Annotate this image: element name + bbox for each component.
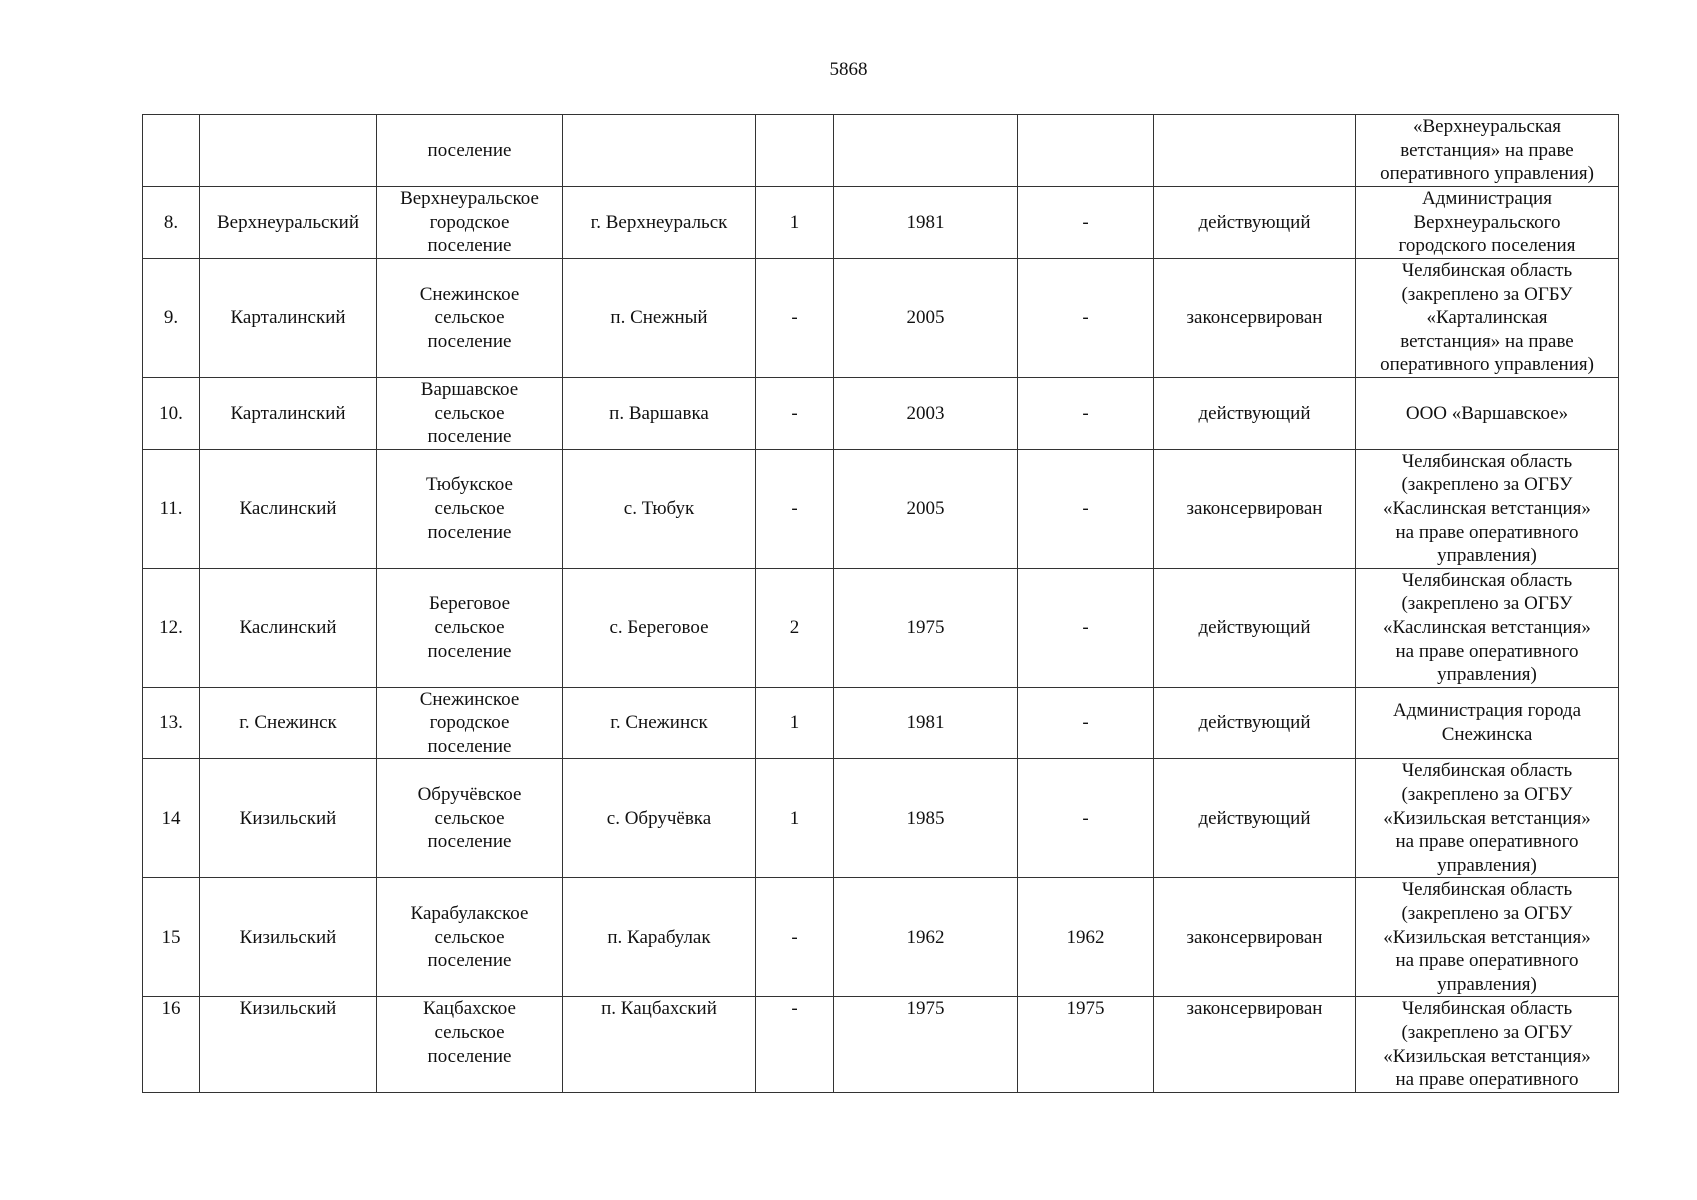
table-row: [143, 759, 1619, 878]
cell-year-end: -: [1018, 687, 1154, 759]
cell-owner: Челябинская область (закреплено за ОГБУ «Каслинская ветстанция» на праве оперативного управления): [1356, 449, 1619, 568]
cell-locality: п. Варшавка: [563, 377, 756, 449]
cell-year-end: -: [1018, 259, 1154, 378]
cell-locality: г. Снежинск: [563, 687, 756, 759]
cell-count: -: [756, 878, 834, 997]
cell-count: [756, 115, 834, 187]
cell-number: 13.: [143, 687, 200, 759]
cell-settlement: Кацбахское сельское поселение: [377, 997, 563, 1093]
cell-owner: ООО «Варшавское»: [1356, 377, 1619, 449]
cell-year-start: 1981: [834, 187, 1018, 259]
cell-owner: Челябинская область (закреплено за ОГБУ «Кизильская ветстанция» на праве оперативного управления): [1356, 759, 1619, 878]
cell-count: 1: [756, 187, 834, 259]
table-row: [143, 997, 1619, 1093]
table-row: [143, 568, 1619, 687]
cell-year-start: [834, 115, 1018, 187]
cell-status: действующий: [1154, 759, 1356, 878]
cell-number: 9.: [143, 259, 200, 378]
cell-locality: с. Тюбук: [563, 449, 756, 568]
cell-year-start: 1962: [834, 878, 1018, 997]
cell-year-start: 1985: [834, 759, 1018, 878]
cell-district: Кизильский: [200, 759, 377, 878]
cell-number: 11.: [143, 449, 200, 568]
cell-district: Верхнеуральский: [200, 187, 377, 259]
cell-locality: п. Карабулак: [563, 878, 756, 997]
cell-district: [200, 115, 377, 187]
table-row: [143, 377, 1619, 449]
cell-status: действующий: [1154, 377, 1356, 449]
cell-settlement: Карабулакское сельское поселение: [377, 878, 563, 997]
cell-status: законсервирован: [1154, 259, 1356, 378]
registry-table: [142, 114, 1619, 1093]
cell-owner: Челябинская область (закреплено за ОГБУ «Кизильская ветстанция» на праве оперативного: [1356, 997, 1619, 1093]
table-row: [143, 187, 1619, 259]
cell-locality: с. Береговое: [563, 568, 756, 687]
cell-settlement: Верхнеуральское городское поселение: [377, 187, 563, 259]
cell-status: законсервирован: [1154, 997, 1356, 1093]
cell-district: Карталинский: [200, 377, 377, 449]
cell-district: г. Снежинск: [200, 687, 377, 759]
cell-status: действующий: [1154, 568, 1356, 687]
cell-owner: Челябинская область (закреплено за ОГБУ «Каслинская ветстанция» на праве оперативного управления): [1356, 568, 1619, 687]
table-row: [143, 687, 1619, 759]
cell-year-end: [1018, 115, 1154, 187]
cell-locality: г. Верхнеуральск: [563, 187, 756, 259]
cell-status: законсервирован: [1154, 449, 1356, 568]
cell-locality: с. Обручёвка: [563, 759, 756, 878]
cell-count: 1: [756, 687, 834, 759]
cell-year-start: 2005: [834, 449, 1018, 568]
cell-year-end: -: [1018, 449, 1154, 568]
cell-settlement: Снежинское городское поселение: [377, 687, 563, 759]
cell-number: 15: [143, 878, 200, 997]
cell-locality: п. Снежный: [563, 259, 756, 378]
cell-year-end: -: [1018, 568, 1154, 687]
cell-status: законсервирован: [1154, 878, 1356, 997]
cell-number: 8.: [143, 187, 200, 259]
cell-status: действующий: [1154, 687, 1356, 759]
cell-count: -: [756, 377, 834, 449]
cell-owner: Челябинская область (закреплено за ОГБУ «Кизильская ветстанция» на праве оперативного управления): [1356, 878, 1619, 997]
cell-number: 10.: [143, 377, 200, 449]
cell-district: Карталинский: [200, 259, 377, 378]
cell-year-end: -: [1018, 187, 1154, 259]
cell-owner: Челябинская область (закреплено за ОГБУ «Карталинская ветстанция» на праве оперативного управления): [1356, 259, 1619, 378]
cell-number: 14: [143, 759, 200, 878]
cell-year-end: 1975: [1018, 997, 1154, 1093]
cell-district: Каслинский: [200, 449, 377, 568]
cell-settlement: Обручёвское сельское поселение: [377, 759, 563, 878]
cell-count: -: [756, 449, 834, 568]
cell-year-start: 1981: [834, 687, 1018, 759]
cell-settlement: Береговое сельское поселение: [377, 568, 563, 687]
cell-district: Каслинский: [200, 568, 377, 687]
cell-count: 2: [756, 568, 834, 687]
cell-locality: п. Кацбахский: [563, 997, 756, 1093]
table-row: [143, 259, 1619, 378]
cell-year-start: 1975: [834, 568, 1018, 687]
cell-settlement: поселение: [377, 115, 563, 187]
cell-year-start: 1975: [834, 997, 1018, 1093]
cell-owner: «Верхнеуральская ветстанция» на праве оперативного управления): [1356, 115, 1619, 187]
cell-number: 16: [143, 997, 200, 1093]
cell-district: Кизильский: [200, 878, 377, 997]
cell-year-start: 2003: [834, 377, 1018, 449]
cell-status: действующий: [1154, 187, 1356, 259]
cell-locality: [563, 115, 756, 187]
cell-year-start: 2005: [834, 259, 1018, 378]
cell-count: 1: [756, 759, 834, 878]
cell-count: -: [756, 259, 834, 378]
cell-owner: Администрация города Снежинска: [1356, 687, 1619, 759]
table-row: [143, 115, 1619, 187]
cell-settlement: Варшавское сельское поселение: [377, 377, 563, 449]
cell-number: [143, 115, 200, 187]
cell-number: 12.: [143, 568, 200, 687]
cell-status: [1154, 115, 1356, 187]
cell-year-end: -: [1018, 377, 1154, 449]
cell-district: Кизильский: [200, 997, 377, 1093]
cell-settlement: Тюбукское сельское поселение: [377, 449, 563, 568]
cell-owner: Администрация Верхнеуральского городского поселения: [1356, 187, 1619, 259]
table-row: [143, 878, 1619, 997]
cell-count: -: [756, 997, 834, 1093]
cell-year-end: -: [1018, 759, 1154, 878]
cell-year-end: 1962: [1018, 878, 1154, 997]
page-number: 5868: [829, 59, 868, 80]
cell-settlement: Снежинское сельское поселение: [377, 259, 563, 378]
table-row: [143, 449, 1619, 568]
